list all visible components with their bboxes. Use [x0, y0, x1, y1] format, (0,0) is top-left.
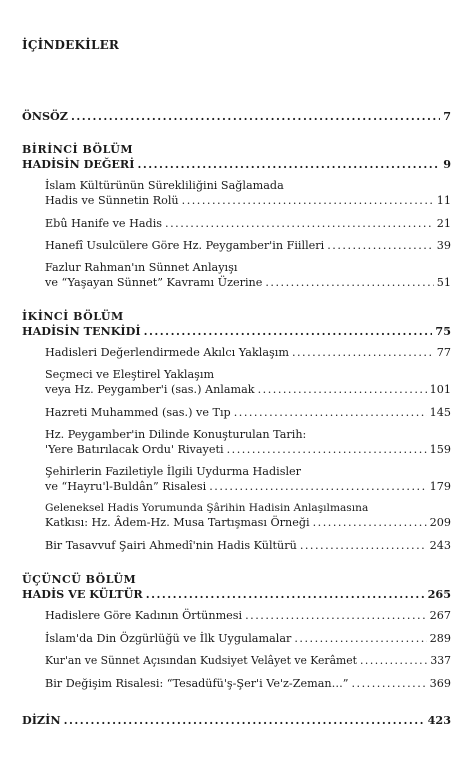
dot-leader [351, 676, 426, 692]
part-3-label: ÜÇÜNCÜ BÖLÜM [22, 573, 137, 586]
dot-leader [137, 156, 440, 172]
entry-page: 369 [429, 677, 451, 690]
dot-leader [234, 405, 427, 421]
part-1-title-row [22, 156, 451, 172]
toc-entry [45, 275, 451, 291]
entry-page: 145 [429, 406, 451, 419]
entry-title: ve “Hayru'l-Buldân” Risalesi [45, 480, 207, 493]
entry-page: 51 [436, 276, 451, 289]
entry-title: DİZİN [22, 713, 61, 727]
toc-entry [45, 193, 451, 209]
entry-page: 39 [436, 239, 451, 252]
toc-entry [45, 608, 451, 624]
dot-leader [258, 382, 427, 398]
part-2-title-row [22, 323, 451, 339]
dot-leader [182, 193, 434, 209]
toc-entry [45, 538, 451, 554]
dot-leader [245, 608, 427, 624]
toc-entry [45, 676, 451, 692]
part-page: 9 [443, 157, 451, 171]
dot-leader [327, 238, 434, 254]
entry-title: Bir Tasavvuf Şairi Ahmedî'nin Hadis Kültürü [45, 539, 297, 552]
toc-heading: İÇİNDEKİLER [22, 38, 120, 52]
dot-leader [209, 479, 426, 495]
toc-entry [45, 515, 451, 531]
toc-entry [45, 345, 451, 361]
toc-entry-preface [22, 108, 451, 124]
dot-leader [144, 323, 433, 339]
entry-page: 7 [443, 109, 451, 123]
toc-entry [45, 405, 451, 421]
toc-entry [45, 442, 451, 458]
toc-entry [45, 479, 451, 495]
dot-leader [64, 712, 425, 728]
part-page: 75 [435, 324, 451, 338]
dot-leader [165, 216, 434, 232]
dot-leader [313, 515, 427, 531]
toc-entry-line: İslam Kültürünün Sürekliliğini Sağlamada [45, 179, 284, 192]
toc-entry-line: Hz. Peygamber'in Dilinde Konuşturulan Tarih: [45, 428, 307, 441]
entry-page: 101 [429, 383, 451, 396]
entry-title: Hadislere Göre Kadının Örtünmesi [45, 609, 243, 622]
dot-leader [71, 108, 440, 124]
part-title: HADİSİN TENKİDİ [22, 324, 141, 338]
toc-entry-index [22, 712, 451, 728]
entry-page: 337 [430, 654, 451, 667]
entry-page: 77 [436, 346, 451, 359]
dot-leader [146, 586, 425, 602]
entry-page: 159 [429, 443, 451, 456]
entry-title: ÖNSÖZ [22, 109, 68, 123]
entry-page: 243 [429, 539, 451, 552]
entry-page: 267 [429, 609, 451, 622]
entry-title: ve “Yaşayan Sünnet” Kavramı Üzerine [45, 276, 263, 289]
toc-entry-line: Seçmeci ve Eleştirel Yaklaşım [45, 368, 215, 381]
entry-title: Hadisleri Değerlendirmede Akılcı Yaklaşım [45, 346, 289, 359]
toc-entry-line: Fazlur Rahman'ın Sünnet Anlayışı [45, 261, 238, 274]
toc-entry-line: Şehirlerin Faziletiyle İlgili Uydurma Hadisler [45, 465, 301, 478]
entry-page: 423 [427, 713, 451, 727]
dot-leader [294, 631, 426, 647]
dot-leader [300, 538, 427, 554]
entry-title: Katkısı: Hz. Âdem-Hz. Musa Tartışması Örneği [45, 516, 310, 529]
entry-page: 11 [436, 194, 451, 207]
toc-entry [45, 653, 451, 669]
entry-page: 21 [436, 217, 451, 230]
entry-title: 'Yere Batırılacak Ordu' Rivayeti [45, 443, 224, 456]
toc-entry [45, 238, 451, 254]
entry-title: veya Hz. Peygamber'i (sas.) Anlamak [45, 383, 255, 396]
toc-entry [45, 216, 451, 232]
dot-leader [227, 442, 427, 458]
part-1-label: BİRİNCİ BÖLÜM [22, 143, 133, 156]
entry-title: Kur'an ve Sünnet Açısından Kudsiyet Velâyet ve Kerâmet [45, 654, 357, 667]
dot-leader [360, 653, 427, 669]
dot-leader [265, 275, 433, 291]
entry-page: 289 [429, 632, 451, 645]
toc-entry-line: Geleneksel Hadis Yorumunda Şârihin Hadisin Anlaşılmasına [45, 502, 369, 514]
part-title: HADİS VE KÜLTÜR [22, 587, 143, 601]
toc-entry [45, 382, 451, 398]
entry-title: Hanefî Usulcülere Göre Hz. Peygamber'in Fiilleri [45, 239, 325, 252]
entry-title: İslam'da Din Özgürlüğü ve İlk Uygulamalar [45, 632, 292, 645]
entry-title: Hazreti Muhammed (sas.) ve Tıp [45, 406, 231, 419]
entry-title: Ebû Hanife ve Hadis [45, 217, 163, 230]
part-page: 265 [427, 587, 451, 601]
part-title: HADİSİN DEĞERİ [22, 157, 135, 171]
entry-title: Bir Değişim Risalesi: “Tesadüfü'ş-Şer'i Ve'z-Zeman…” [45, 677, 349, 690]
dot-leader [292, 345, 434, 361]
entry-page: 209 [429, 516, 451, 529]
part-3-title-row [22, 586, 451, 602]
toc-entry [45, 631, 451, 647]
entry-page: 179 [429, 480, 451, 493]
entry-title: Hadis ve Sünnetin Rolü [45, 194, 179, 207]
part-2-label: İKİNCİ BÖLÜM [22, 310, 124, 323]
